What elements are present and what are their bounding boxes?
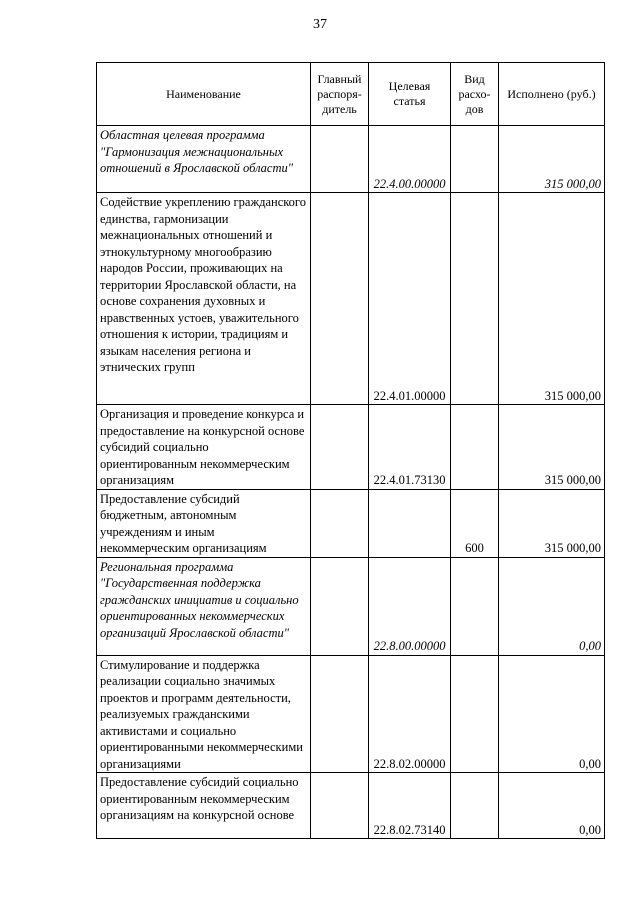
budget-table: [96, 62, 605, 839]
row-kind: 600: [451, 489, 499, 557]
page-number: 37: [313, 17, 327, 32]
row-kind: [451, 773, 499, 839]
table-header-row: [97, 63, 605, 126]
header-manager: Главный распоря-дитель: [311, 63, 369, 126]
header-executed: Исполнено (руб.): [499, 63, 605, 126]
table-row: [97, 655, 605, 773]
row-target-code: 22.8.02.00000: [369, 655, 451, 773]
row-name: Содействие укреплению гражданского единства, гармонизации межнациональных отношений и этнокультурному многообразию народов России, проживающих на территории Ярославской области, на основе сохранения духовных и нравственных устоев, уважительного отношения к истории, традициям и языкам населения региона и этнических групп: [97, 193, 311, 405]
row-target-code: [369, 489, 451, 557]
row-name: Организация и проведение конкурса и предоставление на конкурсной основе субсидий социально ориентированным некоммерческим организациям: [97, 405, 311, 490]
header-name: Наименование: [97, 63, 311, 126]
row-kind: [451, 126, 499, 193]
row-target-code: 22.4.01.00000: [369, 193, 451, 405]
row-manager: [311, 655, 369, 773]
row-name: Региональная программа "Государственная поддержка гражданских инициатив и социально ориентированных некоммерческих организаций Ярославской области": [97, 557, 311, 655]
row-kind: [451, 557, 499, 655]
row-name: Стимулирование и поддержка реализации социально значимых проектов и программ деятельности, реализуемых гражданскими активистами и социально ориентированными некоммерческими организациями: [97, 655, 311, 773]
row-manager: [311, 773, 369, 839]
row-kind: [451, 405, 499, 490]
row-manager: [311, 193, 369, 405]
row-kind: [451, 193, 499, 405]
row-name: Предоставление субсидий социально ориентированным некоммерческим организациям на конкурсной основе: [97, 773, 311, 839]
row-amount: 0,00: [499, 655, 605, 773]
row-manager: [311, 126, 369, 193]
header-kind: Вид расхо-дов: [451, 63, 499, 126]
row-manager: [311, 489, 369, 557]
row-amount: 315 000,00: [499, 126, 605, 193]
table-row: [97, 405, 605, 490]
row-amount: 315 000,00: [499, 405, 605, 490]
header-target: Целевая статья: [369, 63, 451, 126]
row-kind: [451, 655, 499, 773]
row-name: Предоставление субсидий бюджетным, автономным учреждениям и иным некоммерческим организациям: [97, 489, 311, 557]
table-row: [97, 557, 605, 655]
row-manager: [311, 557, 369, 655]
table-row: [97, 489, 605, 557]
row-target-code: 22.8.02.73140: [369, 773, 451, 839]
row-name: Областная целевая программа "Гармонизация межнациональных отношений в Ярославской области": [97, 126, 311, 193]
row-amount: 315 000,00: [499, 489, 605, 557]
row-target-code: 22.8.00.00000: [369, 557, 451, 655]
row-amount: 0,00: [499, 557, 605, 655]
row-manager: [311, 405, 369, 490]
row-amount: 315 000,00: [499, 193, 605, 405]
table-row: [97, 193, 605, 405]
row-amount: 0,00: [499, 773, 605, 839]
table-row: [97, 773, 605, 839]
table-row: [97, 126, 605, 193]
row-target-code: 22.4.01.73130: [369, 405, 451, 490]
row-target-code: 22.4.00.00000: [369, 126, 451, 193]
